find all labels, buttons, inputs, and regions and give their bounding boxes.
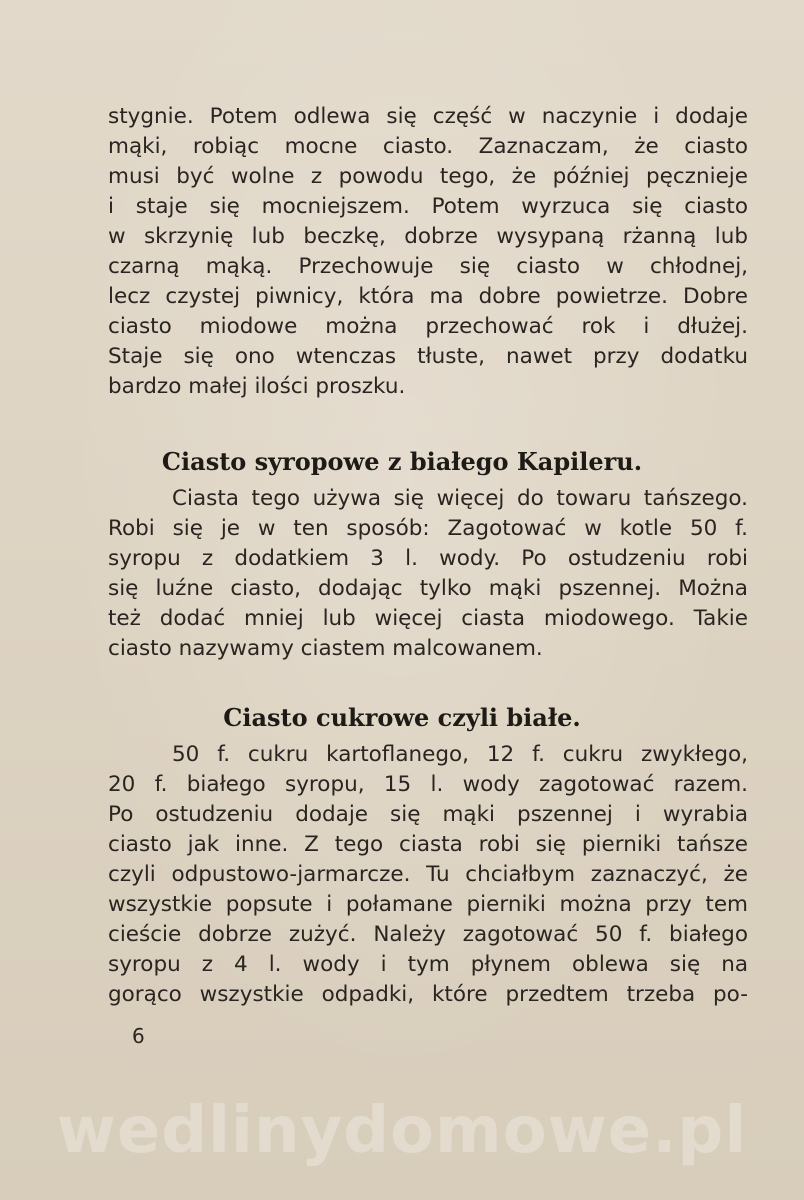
text-line: Ciasta tego używa się więcej do towaru tańszego. [172, 486, 748, 511]
text-line: 50 f. cukru kartoflanego, 12 f. cukru zwykłego, [172, 742, 748, 767]
text-line: syropu z dodatkiem 3 l. wody. Po ostudzeniu robi [108, 546, 748, 571]
text-line: lecz czystej piwnicy, która ma dobre powietrze. Dobre [108, 284, 748, 309]
text-line: czarną mąką. Przechowuje się ciasto w chłodnej, [108, 254, 748, 279]
text-line: cieście dobrze zużyć. Należy zagotować 50 f. białego [108, 922, 748, 947]
text-line: 20 f. białego syropu, 15 l. wody zagotować razem. [108, 772, 748, 797]
text-line: też dodać mniej lub więcej ciasta miodowego. Takie [108, 606, 748, 631]
text-line: czyli odpustowo-jarmarcze. Tu chciałbym zaznaczyć, że [108, 862, 748, 887]
text-line: mąki, robiąc mocne ciasto. Zaznaczam, że ciasto [108, 134, 748, 159]
text-line: gorąco wszystkie odpadki, które przedtem trzeba po- [108, 982, 748, 1007]
text-line: i staje się mocniejszem. Potem wyrzuca się ciasto [108, 194, 748, 219]
text-line: stygnie. Potem odlewa się część w naczynie i dodaje [108, 104, 748, 129]
text-line: w skrzynię lub beczkę, dobrze wysypaną rżanną lub [108, 224, 748, 249]
page-number: 6 [132, 1024, 145, 1048]
text-line: Staje się ono wtenczas tłuste, nawet przy dodatku [108, 344, 748, 369]
text-line: bardzo małej ilości proszku. [108, 374, 406, 399]
text-line: syropu z 4 l. wody i tym płynem oblewa się na [108, 952, 748, 977]
text-line: musi być wolne z powodu tego, że później pęcznieje [108, 164, 748, 189]
section-heading: Ciasto syropowe z białego Kapileru. [161, 447, 643, 476]
text-line: ciasto nazywamy ciastem malcowanem. [108, 636, 543, 661]
section-heading: Ciasto cukrowe czyli białe. [223, 703, 581, 732]
text-line: ciasto miodowe można przechować rok i dłużej. [108, 314, 748, 339]
text-line: się luźne ciasto, dodając tylko mąki pszennej. Można [108, 576, 748, 601]
text-line: wszystkie popsute i połamane pierniki można przy tem [108, 892, 748, 917]
text-line: ciasto jak inne. Z tego ciasta robi się pierniki tańsze [108, 832, 748, 857]
watermark: wedlinydomowe.pl [56, 1094, 748, 1168]
text-line: Robi się je w ten sposób: Zagotować w kotle 50 f. [108, 516, 748, 541]
text-line: Po ostudzeniu dodaje się mąki pszennej i wyrabia [108, 802, 748, 827]
